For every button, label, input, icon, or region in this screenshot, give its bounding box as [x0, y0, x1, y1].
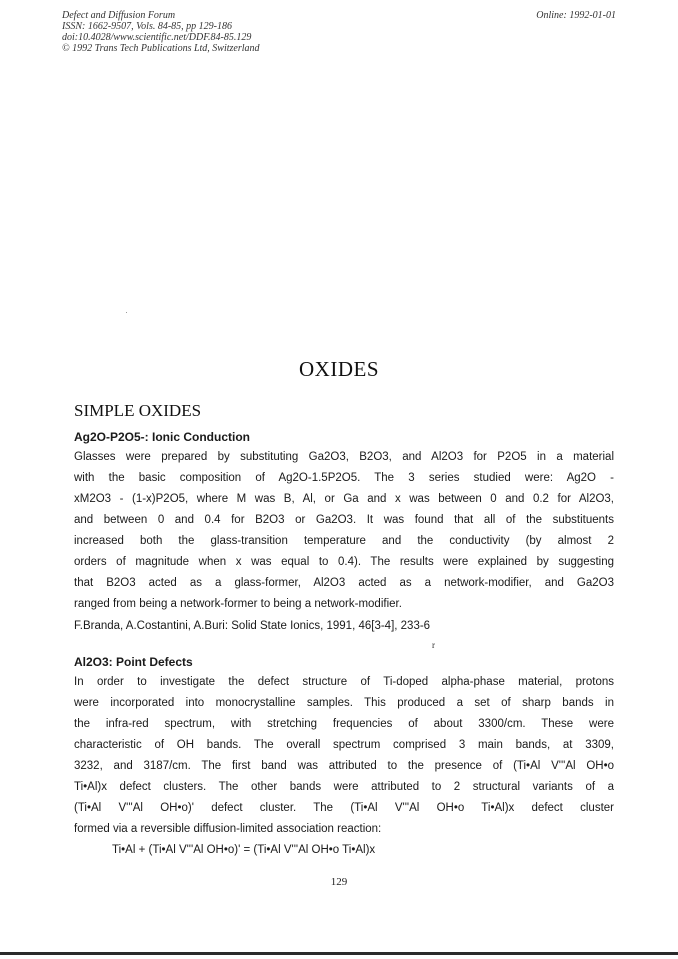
paragraph-line: xM2O3 - (1-x)P2O5, where M was B, Al, or Ga and x was between 0 and 0.2 for Al2O3, — [74, 493, 614, 505]
paragraph-line: were incorporated into monocrystalline samples. This produced a set of sharp bands in — [74, 697, 614, 709]
paragraph-line: and between 0 and 0.4 for B2O3 or Ga2O3. It was found that all of the substituents — [74, 514, 614, 526]
chapter-title: OXIDES — [299, 357, 379, 381]
paragraph-line: Ti•Al)x defect clusters. The other bands were attributed to 2 structural variants of a — [74, 781, 614, 793]
online-date: Online: 1992-01-01 — [536, 10, 616, 21]
paragraph-line: ranged from being a network-former to being a network-modifier. — [74, 598, 402, 610]
paragraph-line: 3232, and 3187/cm. The first band was attributed to the presence of (Ti•Al V'''Al OH•o — [74, 760, 614, 772]
paragraph-line: the infra-red spectrum, with stretching frequencies of about 3300/cm. These were — [74, 718, 614, 730]
reference-line: F.Branda, A.Costantini, A.Buri: Solid State Ionics, 1991, 46[3-4], 233-6 — [74, 620, 431, 632]
article-ag2o-p2o5 — [74, 427, 614, 637]
paragraph-line: In order to investigate the defect structure of Ti-doped alpha-phase material, protons — [74, 676, 614, 688]
reaction-equation: Ti•Al + (Ti•Al V'''Al OH•o)' = (Ti•Al V'''Al OH•o Ti•Al)x — [112, 844, 376, 856]
paragraph-line: Glasses were prepared by substituting Ga2O3, B2O3, and Al2O3 for P2O5 in a material — [74, 451, 614, 463]
paragraph-line: increased both the glass-transition temperature and the conductivity (by almost 2 — [74, 535, 614, 547]
paragraph-line: (Ti•Al V'''Al OH•o)' defect cluster. The (Ti•Al V'''Al OH•o Ti•Al)x defect cluster — [74, 802, 614, 814]
scan-speck — [126, 312, 127, 313]
issn-line: ISSN: 1662-9507, Vols. 84-85, pp 129-186 — [62, 21, 232, 32]
paragraph-line: orders of magnitude when x was equal to 0.4). The results were explained by suggesting — [74, 556, 614, 568]
scan-mark: r — [432, 640, 435, 650]
article-title: Ag2O-P2O5-: Ionic Conduction — [74, 430, 250, 444]
journal-name: Defect and Diffusion Forum — [62, 10, 176, 21]
paragraph-line: with the basic composition of Ag2O-1.5P2O5. The 3 series studied were: Ag2O - — [74, 472, 614, 484]
page-number: 129 — [330, 876, 348, 888]
copyright-line: © 1992 Trans Tech Publications Ltd, Switzerland — [62, 43, 260, 54]
article-title: Al2O3: Point Defects — [74, 655, 193, 669]
paragraph-line: formed via a reversible diffusion-limited association reaction: — [74, 823, 382, 835]
section-title: SIMPLE OXIDES — [74, 401, 202, 420]
doi-line: doi:10.4028/www.scientific.net/DDF.84-85.129 — [62, 32, 252, 43]
paragraph-line: that B2O3 acted as a glass-former, Al2O3 acted as a network-modifier, and Ga2O3 — [74, 577, 614, 589]
journal-header — [62, 10, 260, 54]
paragraph-line: characteristic of OH bands. The overall spectrum comprised 3 main bands, at 3309, — [74, 739, 614, 751]
footer-rule — [0, 952, 678, 955]
article-al2o3 — [74, 652, 614, 861]
